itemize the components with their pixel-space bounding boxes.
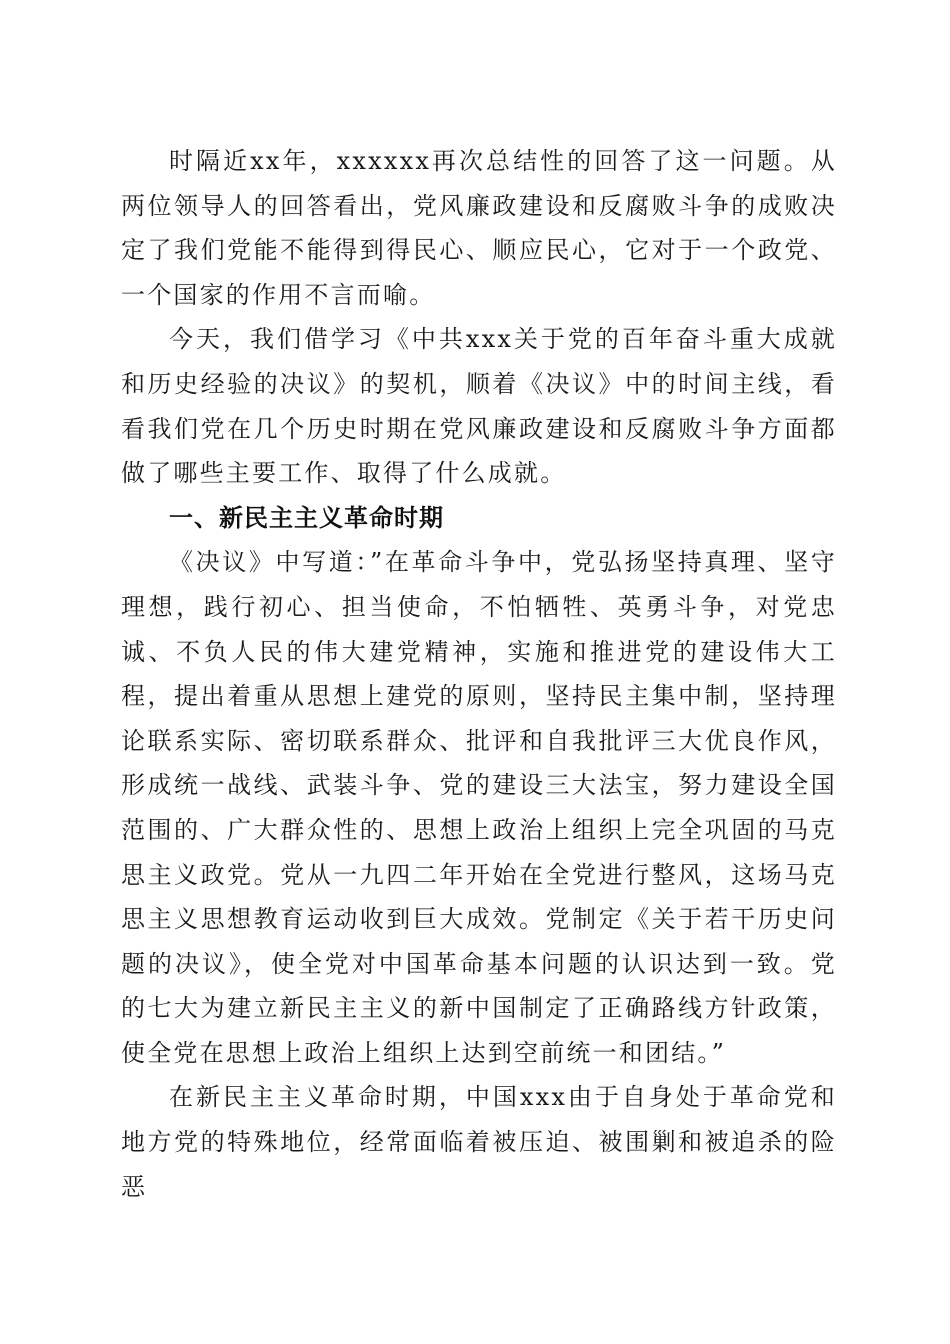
section-heading: 一、新民主主义革命时期: [169, 503, 444, 532]
paragraph-3: 《决议》中写道：”在革命斗争中，党弘扬坚持真理、坚守理想，践行初心、担当使命，不怕牺牲、英勇斗争，对党忠诚、不负人民的伟大建党精神，实施和推进党的建设伟大工程，提出着重从思想上建党的原则，坚持民主集中制，坚持理论联系实际、密切联系群众、批评和自我批评三大优良作风，形成统一战线、武装斗争、党的建设三大法宝，努力建设全国范围的、广大群众性的、思想上政治上组织上完全巩固的马克思主义政党。党从一九四二年开始在全党进行整风，这场马克思主义思想教育运动收到巨大成效。党制定《关于若干历史问题的决议》，使全党对中国革命基本问题的认识达到一致。党的七大为建立新民主主义的新中国制定了正确路线方针政策，使全党在思想上政治上组织上达到空前统一和团结。”: [121, 548, 837, 1067]
document-body: [121, 139, 837, 1209]
paragraph-1: 时隔近xx年，xxxxxx再次总结性的回答了这一问题。从两位领导人的回答看出，党风廉政建设和反腐败斗争的成败决定了我们党能不能得到得民心、顺应民心，它对于一个政党、一个国家的作用不言而喻。: [121, 147, 837, 309]
paragraph-4: 在新民主主义革命时期，中国xxx由于自身处于革命党和地方党的特殊地位，经常面临着被压迫、被围剿和被追杀的险恶: [121, 1083, 837, 1201]
paragraph-2: 今天，我们借学习《中共xxx关于党的百年奋斗重大成就和历史经验的决议》的契机，顺着《决议》中的时间主线，看看我们党在几个历史时期在党风廉政建设和反腐败斗争方面都做了哪些主要工作、取得了什么成就。: [121, 325, 837, 488]
